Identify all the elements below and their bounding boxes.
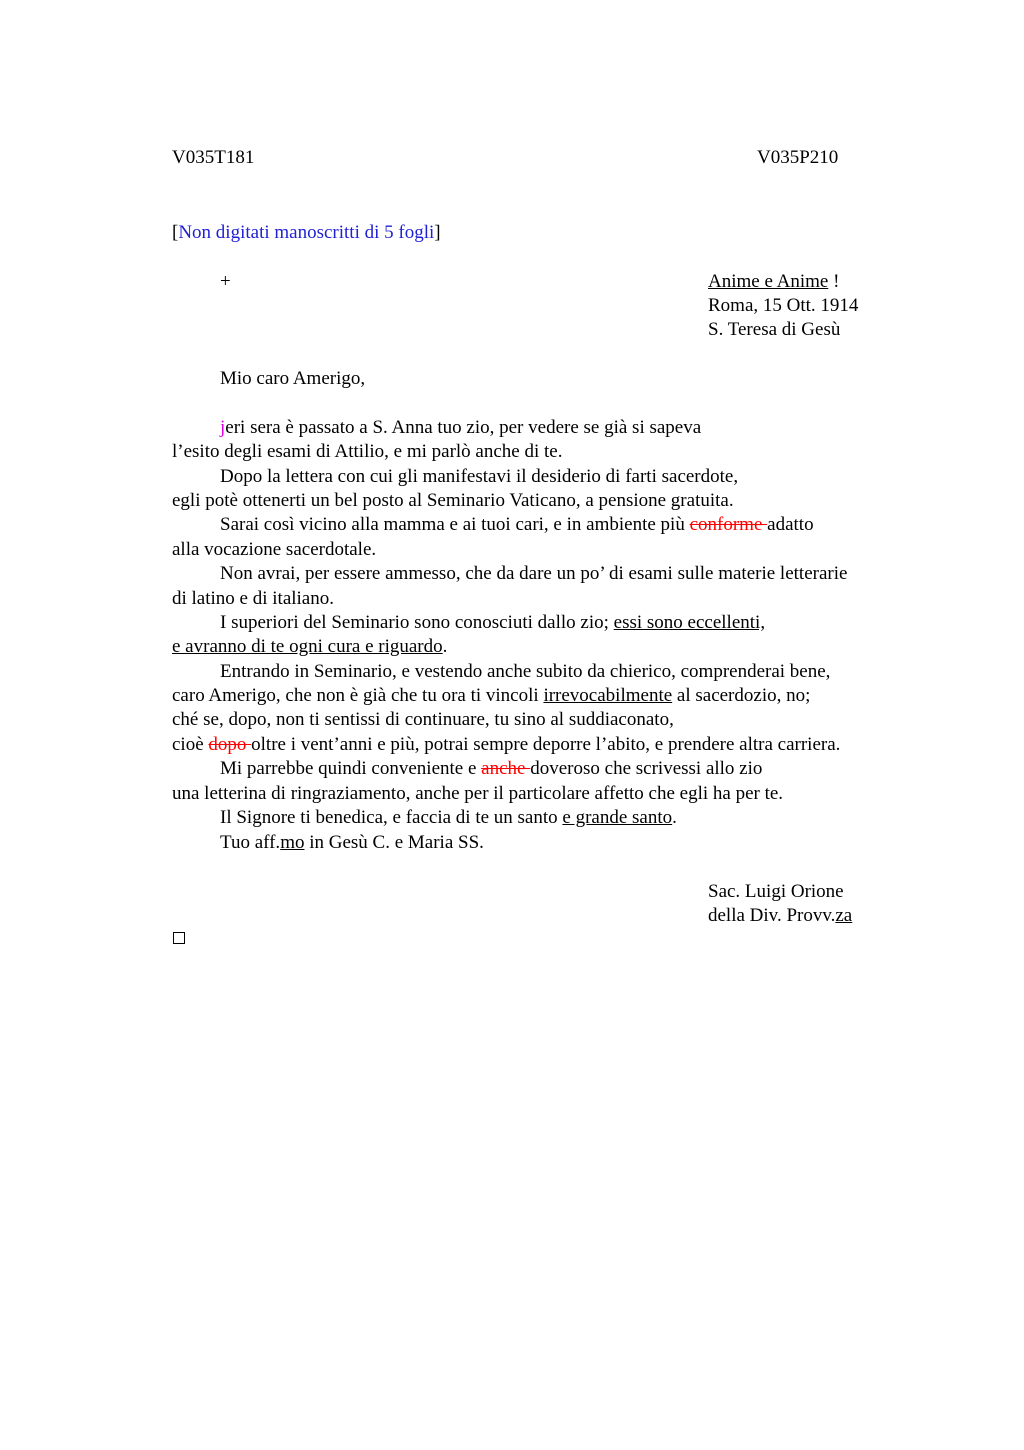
body-line: l’esito degli esami di Attilio, e mi parlò anche di te. [172, 441, 563, 462]
body-line [220, 757, 762, 781]
document-code-right: V035P210 [757, 147, 839, 168]
body-line: alla vocazione sacerdotale. [172, 539, 377, 560]
line-text: cioè [172, 734, 209, 755]
line-text: Tuo aff. [220, 832, 281, 853]
body-line [172, 684, 810, 708]
underlined-text: za [835, 905, 853, 926]
underlined-text: essi sono eccellenti, [613, 612, 766, 633]
editorial-note [172, 221, 441, 245]
body-line: egli potè ottenerti un bel posto al Seminario Vaticano, a pensione gratuita. [172, 490, 734, 511]
signature-org [708, 904, 852, 928]
line-text: . [442, 636, 448, 657]
motto [708, 270, 839, 294]
note-open-bracket: [ [172, 222, 179, 243]
line-text: adatto [767, 514, 814, 535]
body-line [172, 635, 447, 659]
body-line: Dopo la lettera con cui gli manifestavi il desiderio di farti sacerdote, [220, 466, 739, 487]
line-text: I superiori del Seminario sono conosciuti dallo zio; [220, 612, 614, 633]
line-text: . [672, 807, 677, 828]
line-text: in Gesù C. e Maria SS. [304, 832, 484, 853]
deleted-word: dopo [208, 734, 252, 755]
underlined-text: e grande santo [562, 807, 673, 828]
body-line [220, 416, 701, 440]
signature-name: Sac. Luigi Orione [708, 881, 844, 902]
line-text: Sarai così vicino alla mamma e ai tuoi cari, e in ambiente più [220, 514, 690, 535]
body-line [220, 806, 677, 830]
line-text: della Div. Provv. [708, 905, 836, 926]
salutation: Mio caro Amerigo, [220, 368, 366, 389]
closing-line [220, 831, 484, 855]
note-text: Non digitati manoscritti di 5 fogli [178, 222, 435, 243]
body-line: Non avrai, per essere ammesso, che da dare un po’ di esami sulle materie letterarie [220, 563, 848, 584]
underlined-text: e avranno di te ogni cura e riguardo [172, 636, 443, 657]
initial-letter: j [220, 417, 226, 438]
body-line: ché se, dopo, non ti sentissi di continuare, tu sino al suddiaconato, [172, 709, 674, 730]
body-line: una letterina di ringraziamento, anche per il particolare affetto che egli ha per te. [172, 783, 784, 804]
motto-text: Anime e Anime [708, 271, 829, 292]
line-text: oltre i vent’anni e più, potrai sempre deporre l’abito, e prendere altra carriera. [251, 734, 841, 755]
line-text: caro Amerigo, che non è già che tu ora ti vincoli [172, 685, 544, 706]
note-close-bracket: ] [434, 222, 441, 243]
cross-mark: + [220, 271, 231, 292]
deleted-word: conforme [689, 514, 768, 535]
end-square-icon [173, 932, 185, 944]
line-text: eri sera è passato a S. Anna tuo zio, per vedere se già si sapeva [225, 417, 702, 438]
motto-punctuation: ! [828, 271, 840, 292]
deleted-word: anche [481, 758, 531, 779]
line-text: Il Signore ti benedica, e faccia di te un santo [220, 807, 563, 828]
body-line [220, 611, 765, 635]
body-line [220, 513, 814, 537]
body-line: di latino e di italiano. [172, 588, 334, 609]
body-line: Entrando in Seminario, e vestendo anche subito da chierico, comprenderai bene, [220, 661, 831, 682]
body-line [172, 733, 840, 757]
letter-date: Roma, 15 Ott. 1914 [708, 295, 859, 316]
underlined-text: mo [280, 832, 305, 853]
document-code-left: V035T181 [172, 147, 255, 168]
line-text: Mi parrebbe quindi conveniente e [220, 758, 482, 779]
line-text: doveroso che scrivessi allo zio [530, 758, 763, 779]
line-text: al sacerdozio, no; [672, 685, 811, 706]
letter-feast: S. Teresa di Gesù [708, 319, 841, 340]
underlined-text: irrevocabilmente [543, 685, 673, 706]
